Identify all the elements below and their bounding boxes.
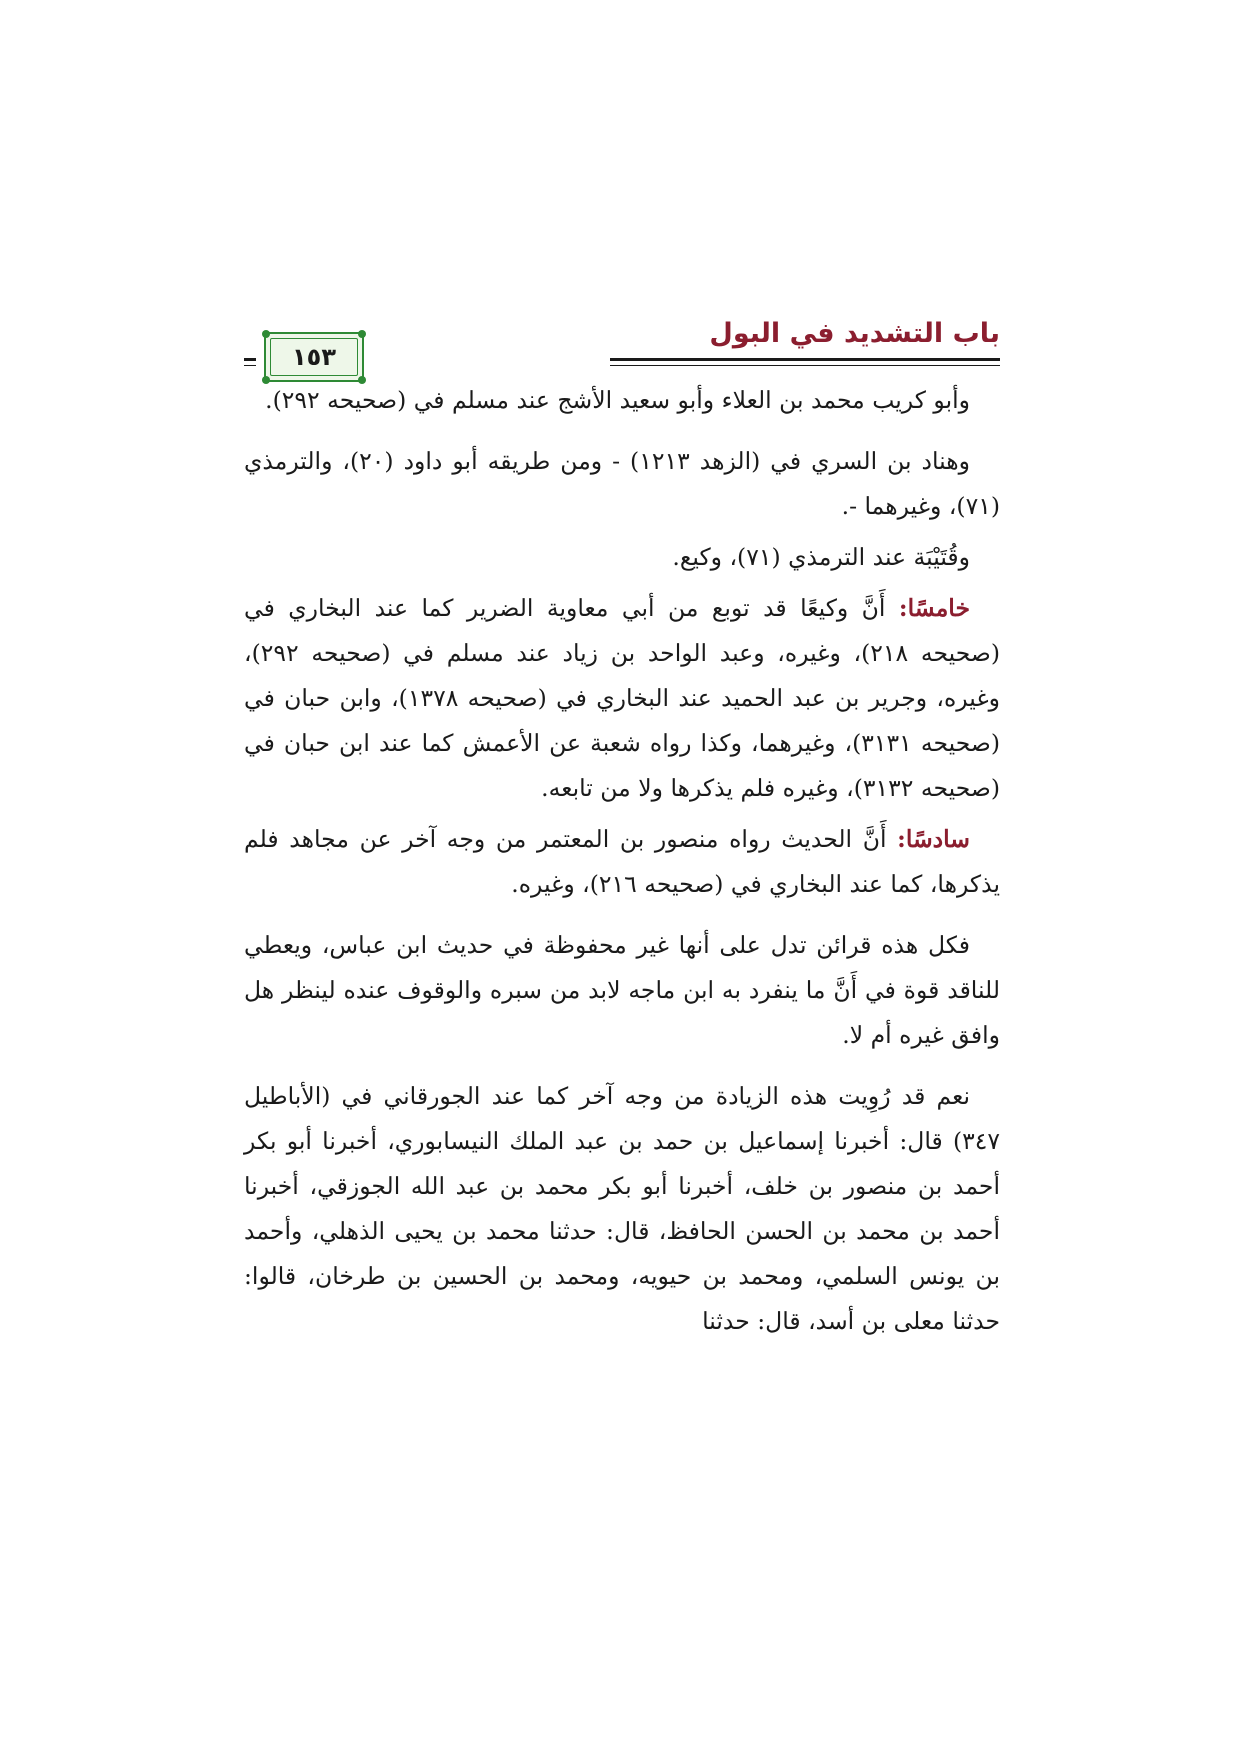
ornament-icon — [358, 330, 366, 338]
ornament-icon — [262, 330, 270, 338]
paragraph-lead: سادسًا: — [897, 825, 970, 853]
paragraph-text: نعم قد رُوِيت هذه الزيادة من وجه آخر كما عند الجورقاني في (الأباطيل ٣٤٧) قال: أخبرنا إسماعيل بن حمد بن عبد الملك النيسابوري، أخبرنا أبو بكر أحمد بن منصور بن خلف، أخبرنا أبو بكر محمد بن عبد الله الجوزقي، أخبرنا أحمد بن محمد بن الحسن الحافظ، قال: حدثنا محمد بن يحيى الذهلي، وأحمد بن يونس السلمي، ومحمد بن حيويه، ومحمد بن الحسين بن طرخان، قالوا: حدثنا معلى بن أسد، قال: حدثنا — [244, 1082, 1000, 1335]
paragraph — [244, 923, 1000, 1058]
paragraph-text: وقُتَيْبَة عند الترمذي (٧١)، وكيع. — [672, 543, 970, 571]
paragraph — [244, 1074, 1000, 1344]
paragraph-text: فكل هذه قرائن تدل على أنها غير محفوظة في حديث ابن عباس، ويعطي للناقد قوة في أَنَّ ما ينفرد به ابن ماجه لابد من سبره والوقوف عنده لينظر هل وافق غيره أم لا. — [244, 931, 1000, 1049]
paragraph — [244, 586, 1000, 811]
page-number-badge — [264, 332, 364, 382]
paragraph-text: أَنَّ وكيعًا قد توبع من أبي معاوية الضرير كما عند البخاري في (صحيحه ٢١٨)، وغيره، وعبد الواحد بن زياد عند مسلم في (صحيحه ٢٩٢)، وغيره، وجرير بن عبد الحميد عند البخاري في (صحيحه ١٣٧٨)، وابن حبان في (صحيحه ٣١٣١)، وغيرهما، وكذا رواه شعبة عن الأعمش كما عند ابن حبان في (صحيحه ٣١٣٢)، وغيره فلم يذكرها ولا من تابعه. — [244, 594, 1001, 802]
header-rule-left-bottom — [244, 365, 256, 366]
page-header — [244, 318, 1000, 384]
paragraph — [244, 535, 1000, 580]
paragraph — [244, 817, 1000, 907]
paragraph — [244, 378, 1000, 423]
header-rule-bottom — [610, 365, 1000, 366]
paragraph-text: أَنَّ الحديث رواه منصور بن المعتمر من وجه آخر عن مجاهد فلم يذكرها، كما عند البخاري في (صحيحه ٢١٦)، وغيره. — [244, 825, 1000, 898]
chapter-title: باب التشديد في البول — [709, 318, 1000, 349]
paragraph — [244, 439, 1000, 529]
page-number: ١٥٣ — [292, 343, 336, 371]
header-rule-top — [610, 358, 1000, 361]
paragraph-lead: خامسًا: — [898, 594, 970, 622]
paragraph-text: وأبو كريب محمد بن العلاء وأبو سعيد الأشج عند مسلم في (صحيحه ٢٩٢). — [265, 386, 970, 414]
header-rule-left-top — [244, 358, 256, 361]
page-body — [244, 378, 1000, 1360]
paragraph-text: وهناد بن السري في (الزهد ١٢١٣) - ومن طريقه أبو داود (٢٠)، والترمذي (٧١)، وغيرهما -. — [244, 447, 1000, 520]
